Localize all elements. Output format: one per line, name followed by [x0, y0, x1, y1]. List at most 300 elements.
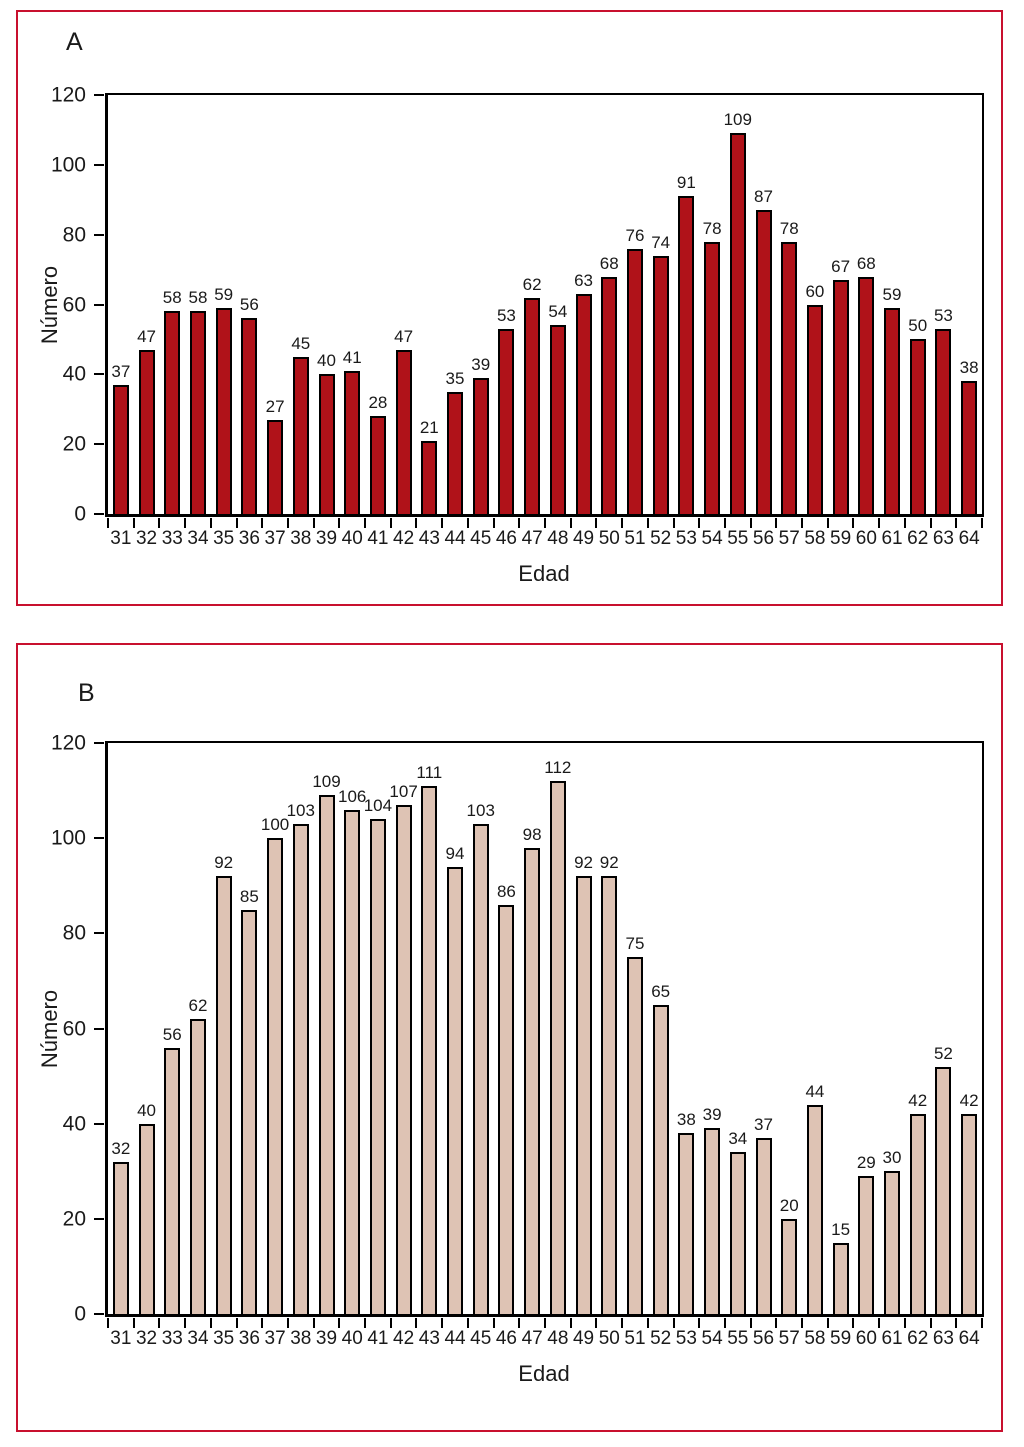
bar-value-label: 85: [239, 886, 259, 906]
x-axis-tick: [801, 1318, 803, 1328]
x-axis-tick: [570, 518, 572, 528]
x-axis-tick: [750, 518, 752, 528]
y-tick-label: 20: [62, 1207, 86, 1231]
x-tick-label: 35: [213, 1328, 235, 1349]
bar-value-label: 37: [111, 361, 131, 381]
bar-value-label: 68: [599, 253, 619, 273]
bar-value-label: 15: [831, 1219, 851, 1239]
bar-value-label: 44: [805, 1081, 825, 1101]
x-axis-tick: [647, 518, 649, 528]
x-axis-tick: [775, 518, 777, 528]
bar-value-label: 35: [445, 368, 465, 388]
bar-value-label: 40: [317, 351, 336, 371]
y-tick-label: 100: [50, 153, 86, 177]
x-tick-label: 37: [264, 1328, 286, 1349]
bar-value-label: 94: [445, 843, 465, 863]
x-axis-tick: [313, 1318, 315, 1328]
bar: [704, 242, 720, 514]
bar: [190, 1019, 206, 1314]
bar: [627, 957, 643, 1314]
x-tick-label: 33: [161, 528, 183, 549]
bar-value-label: 65: [651, 981, 671, 1001]
bar: [473, 824, 489, 1314]
y-axis-tick: [94, 304, 104, 306]
x-axis-tick: [493, 518, 495, 528]
bar: [730, 1152, 746, 1314]
bar: [858, 277, 874, 514]
bar-value-label: 59: [882, 285, 902, 304]
x-axis-tick: [390, 1318, 392, 1328]
x-axis-tick: [338, 1318, 340, 1328]
bar-value-label: 92: [599, 853, 619, 873]
x-tick-label: 34: [187, 528, 209, 549]
bar-value-label: 38: [676, 1110, 696, 1130]
x-tick-label: 56: [752, 528, 775, 549]
x-axis-tick: [801, 518, 803, 528]
x-axis-tick: [364, 1318, 366, 1328]
x-axis-tick: [184, 1318, 186, 1328]
y-axis-title: Número: [37, 989, 62, 1069]
x-tick-label: 33: [161, 1328, 183, 1349]
bar: [447, 392, 463, 514]
bar-value-label: 86: [496, 881, 516, 901]
x-axis-tick: [107, 1318, 109, 1328]
bar: [756, 210, 772, 514]
y-tick-label: 60: [62, 293, 86, 316]
x-axis-tick: [467, 518, 469, 528]
x-tick-label: 31: [110, 528, 132, 549]
bar: [473, 378, 489, 514]
y-axis-tick: [94, 94, 104, 96]
bar-value-label: 47: [137, 326, 157, 346]
x-tick-label: 47: [521, 528, 543, 549]
bar: [524, 848, 540, 1314]
x-tick-label: 54: [701, 528, 723, 549]
bar-value-label: 54: [548, 302, 568, 322]
x-tick-label: 54: [701, 1328, 723, 1349]
bar: [139, 1124, 155, 1314]
bar: [241, 910, 257, 1314]
x-tick-label: 46: [495, 1328, 517, 1349]
x-axis-tick: [364, 518, 366, 528]
x-axis-tick: [158, 1318, 160, 1328]
x-axis-tick: [518, 518, 520, 528]
x-tick-label: 62: [907, 528, 929, 549]
x-tick-label: 31: [110, 1328, 132, 1349]
x-axis-tick: [673, 1318, 675, 1328]
bar: [113, 1162, 129, 1314]
x-tick-label: 57: [778, 1328, 800, 1349]
x-tick-label: 39: [315, 1328, 338, 1349]
y-axis-tick: [94, 513, 104, 515]
bar: [884, 308, 900, 514]
x-axis-tick: [930, 518, 932, 528]
bar: [370, 819, 386, 1314]
bar-value-label: 28: [368, 393, 388, 413]
x-axis-tick: [878, 518, 880, 528]
bar-value-label: 38: [959, 358, 979, 378]
plot-area-a: [50, 83, 984, 549]
bar-value-label: 42: [908, 1091, 928, 1111]
bar: [319, 374, 335, 514]
bar-value-label: 32: [111, 1138, 131, 1158]
x-axis-tick: [415, 1318, 417, 1328]
y-tick-label: 40: [62, 362, 86, 386]
y-axis-tick: [94, 373, 104, 375]
y-tick-label: 0: [74, 502, 86, 526]
bar-value-label: 76: [625, 225, 645, 245]
x-axis-tick: [415, 518, 417, 528]
y-axis-tick: [94, 1028, 104, 1030]
bar-value-label: 109: [312, 772, 341, 792]
x-axis-tick: [724, 518, 726, 528]
chart-panel-a: [16, 10, 1003, 606]
x-tick-label: 38: [290, 1328, 312, 1349]
bar: [344, 371, 360, 514]
x-tick-label: 63: [932, 528, 954, 549]
x-tick-label: 58: [804, 1328, 826, 1349]
bar: [421, 441, 437, 514]
bar: [216, 308, 232, 514]
x-tick-label: 41: [367, 528, 389, 549]
x-tick-label: 40: [341, 1328, 363, 1349]
bar-value-label: 107: [389, 781, 418, 801]
x-axis-tick: [595, 1318, 597, 1328]
x-tick-label: 32: [135, 528, 158, 549]
bar: [267, 838, 283, 1314]
bar: [293, 824, 309, 1314]
bar-value-label: 103: [286, 800, 315, 820]
bar-value-label: 47: [394, 326, 414, 346]
bar-value-label: 78: [702, 218, 722, 238]
bar: [884, 1171, 900, 1314]
x-axis-tick: [493, 1318, 495, 1328]
bar-value-label: 20: [779, 1195, 799, 1215]
x-tick-label: 64: [958, 1328, 980, 1349]
bar-value-label: 112: [544, 758, 572, 778]
x-tick-label: 32: [135, 1328, 158, 1349]
y-tick-label: 120: [50, 731, 86, 755]
x-axis-tick: [621, 1318, 623, 1328]
y-tick-label: 20: [62, 432, 86, 456]
x-tick-label: 49: [572, 1328, 595, 1349]
bar-value-label: 59: [214, 285, 234, 304]
bar-value-label: 62: [188, 995, 208, 1015]
x-tick-label: 53: [675, 1328, 697, 1349]
x-axis-tick: [338, 518, 340, 528]
x-tick-label: 48: [547, 1328, 569, 1349]
y-axis-tick: [94, 1313, 104, 1315]
x-axis-tick: [621, 518, 623, 528]
x-tick-label: 42: [393, 1328, 415, 1349]
bar-value-label: 58: [162, 288, 182, 308]
bar: [704, 1128, 720, 1314]
bar: [910, 339, 926, 514]
bar: [807, 305, 823, 515]
bar-value-label: 98: [522, 824, 542, 844]
y-axis-tick: [94, 1123, 104, 1125]
x-axis-tick: [390, 518, 392, 528]
bar-value-label: 45: [291, 333, 311, 353]
bar: [627, 249, 643, 514]
x-tick-label: 53: [675, 528, 697, 549]
bar: [139, 350, 155, 514]
x-tick-label: 52: [650, 528, 672, 549]
x-axis-tick: [133, 518, 135, 528]
panel-label-a: A: [66, 28, 83, 56]
bar: [961, 1114, 977, 1314]
x-tick-label: 46: [495, 528, 517, 549]
x-axis-tick: [595, 518, 597, 528]
x-tick-label: 41: [367, 1328, 389, 1349]
bar: [678, 196, 694, 514]
bar-value-label: 56: [162, 1024, 182, 1044]
bar-value-label: 34: [728, 1129, 748, 1149]
x-axis-tick: [647, 1318, 649, 1328]
bar: [164, 1048, 180, 1314]
y-tick-label: 80: [62, 223, 86, 247]
bar: [961, 381, 977, 514]
bar-value-label: 37: [754, 1114, 773, 1134]
x-tick-label: 55: [727, 1328, 749, 1349]
x-tick-label: 40: [341, 528, 363, 549]
x-axis-tick: [955, 518, 957, 528]
x-axis-tick: [981, 1318, 983, 1328]
bar: [858, 1176, 874, 1314]
bar: [498, 905, 514, 1314]
bar: [319, 795, 335, 1314]
x-axis-tick: [852, 518, 854, 528]
y-tick-label: 100: [50, 826, 86, 850]
x-tick-label: 48: [547, 528, 569, 549]
bar: [550, 781, 566, 1314]
bar: [164, 311, 180, 514]
y-axis-tick: [94, 164, 104, 166]
bar: [370, 416, 386, 514]
x-axis-tick: [878, 1318, 880, 1328]
x-axis-tick: [827, 518, 829, 528]
plot-area-b: [50, 731, 984, 1349]
bar-value-label: 29: [856, 1153, 876, 1173]
x-axis-tick: [441, 518, 443, 528]
bar-value-label: 67: [831, 257, 851, 277]
x-tick-label: 35: [213, 528, 235, 549]
x-tick-label: 37: [264, 528, 286, 549]
x-tick-label: 59: [830, 1328, 852, 1349]
bar-value-label: 21: [419, 417, 439, 437]
x-tick-label: 51: [624, 528, 646, 549]
x-tick-label: 36: [238, 528, 260, 549]
x-tick-label: 45: [470, 528, 492, 549]
y-axis-tick: [94, 932, 104, 934]
bar-value-label: 75: [625, 934, 645, 954]
x-axis-tick: [775, 1318, 777, 1328]
x-axis-tick: [261, 1318, 263, 1328]
x-tick-label: 50: [598, 528, 620, 549]
bar: [807, 1105, 823, 1314]
bar-value-label: 30: [882, 1148, 902, 1168]
bar: [833, 1243, 849, 1314]
bar: [344, 810, 360, 1314]
x-axis-tick: [544, 518, 546, 528]
x-axis-tick: [981, 518, 983, 528]
bar-value-label: 68: [856, 253, 876, 273]
y-axis-tick: [94, 1218, 104, 1220]
bar-value-label: 50: [908, 316, 928, 336]
x-axis-tick: [261, 518, 263, 528]
x-axis-tick: [904, 518, 906, 528]
bar: [678, 1133, 694, 1314]
y-axis-tick: [94, 234, 104, 236]
bar-value-label: 41: [342, 347, 362, 367]
bar-value-label: 92: [214, 853, 234, 873]
x-axis-tick: [210, 1318, 212, 1328]
bar-value-label: 87: [754, 187, 773, 207]
bar-value-label: 53: [496, 305, 516, 325]
bar-value-label: 53: [933, 305, 953, 325]
bar-value-label: 40: [137, 1100, 157, 1120]
bar: [781, 242, 797, 514]
bar: [447, 867, 463, 1314]
x-tick-label: 43: [418, 1328, 440, 1349]
bar: [833, 280, 849, 514]
x-axis-tick: [210, 518, 212, 528]
bar: [396, 350, 412, 514]
x-axis-tick: [570, 1318, 572, 1328]
bar-value-label: 52: [933, 1043, 953, 1063]
x-axis-tick: [313, 518, 315, 528]
x-axis-tick: [158, 518, 160, 528]
bar: [216, 876, 232, 1314]
x-tick-label: 59: [830, 528, 852, 549]
x-tick-label: 57: [778, 528, 800, 549]
x-axis-tick: [236, 1318, 238, 1328]
bar: [293, 357, 309, 514]
bar-value-label: 39: [702, 1105, 722, 1125]
bar: [935, 1067, 951, 1314]
bar-value-label: 74: [651, 232, 671, 252]
x-tick-label: 51: [624, 1328, 646, 1349]
panel-label-b: B: [78, 679, 95, 707]
bar: [396, 805, 412, 1314]
bar-value-label: 100: [260, 815, 290, 835]
x-tick-label: 39: [315, 528, 338, 549]
bar: [524, 298, 540, 514]
bar: [653, 256, 669, 514]
x-axis-title: Edad: [518, 561, 570, 586]
chart-panel-b: [16, 643, 1003, 1432]
y-tick-label: 40: [62, 1112, 86, 1136]
x-tick-label: 47: [521, 1328, 543, 1349]
y-axis-tick: [94, 837, 104, 839]
bar: [653, 1005, 669, 1314]
x-tick-label: 55: [727, 528, 749, 549]
x-axis-tick: [467, 1318, 469, 1328]
bar-value-label: 103: [466, 800, 495, 820]
x-axis-tick: [673, 518, 675, 528]
x-tick-label: 60: [855, 528, 877, 549]
bar-value-label: 78: [779, 218, 799, 238]
x-axis-tick: [287, 518, 289, 528]
y-tick-label: 120: [50, 83, 86, 107]
x-axis-tick: [698, 1318, 700, 1328]
y-axis-title: Número: [37, 265, 62, 345]
x-tick-label: 43: [418, 528, 440, 549]
x-tick-label: 61: [881, 1328, 903, 1349]
x-axis-tick: [827, 1318, 829, 1328]
x-tick-label: 58: [804, 528, 826, 549]
x-axis-tick: [518, 1318, 520, 1328]
x-tick-label: 49: [572, 528, 595, 549]
x-axis-title: Edad: [518, 1361, 570, 1386]
x-tick-label: 63: [932, 1328, 954, 1349]
x-axis-tick: [441, 1318, 443, 1328]
bar-value-label: 111: [416, 762, 443, 782]
y-tick-label: 0: [74, 1302, 86, 1326]
x-tick-label: 62: [907, 1328, 929, 1349]
y-axis-tick: [94, 742, 104, 744]
y-tick-label: 60: [62, 1017, 86, 1040]
x-axis-tick: [133, 1318, 135, 1328]
x-axis-tick: [852, 1318, 854, 1328]
bar-value-label: 62: [522, 274, 542, 294]
x-tick-label: 44: [444, 1328, 466, 1349]
x-tick-label: 44: [444, 528, 466, 549]
x-tick-label: 60: [855, 1328, 877, 1349]
bar-value-label: 27: [265, 396, 285, 416]
bar-value-label: 39: [471, 354, 491, 374]
x-axis-tick: [750, 1318, 752, 1328]
bar: [421, 786, 437, 1314]
x-axis-tick: [184, 518, 186, 528]
y-axis-tick: [94, 443, 104, 445]
bar: [267, 420, 283, 514]
x-tick-label: 61: [881, 528, 903, 549]
bar-value-label: 63: [574, 271, 594, 291]
bar-value-label: 92: [574, 853, 594, 873]
x-axis-tick: [544, 1318, 546, 1328]
bar: [576, 294, 592, 514]
bar: [601, 876, 617, 1314]
x-axis-tick: [904, 1318, 906, 1328]
bar: [190, 311, 206, 514]
bar: [241, 318, 257, 514]
x-axis-tick: [955, 1318, 957, 1328]
x-axis-tick: [724, 1318, 726, 1328]
bar: [756, 1138, 772, 1314]
bar-value-label: 42: [959, 1091, 979, 1111]
bar: [781, 1219, 797, 1314]
bar-value-label: 106: [338, 786, 367, 806]
bar: [935, 329, 951, 514]
x-tick-label: 64: [958, 528, 980, 549]
x-tick-label: 36: [238, 1328, 260, 1349]
bar: [576, 876, 592, 1314]
x-tick-label: 52: [650, 1328, 672, 1349]
bar-value-label: 109: [723, 110, 752, 130]
bar: [498, 329, 514, 514]
y-tick-label: 80: [62, 921, 86, 945]
x-tick-label: 34: [187, 1328, 209, 1349]
x-tick-label: 38: [290, 528, 312, 549]
x-tick-label: 42: [393, 528, 415, 549]
bar: [730, 133, 746, 514]
x-axis-tick: [236, 518, 238, 528]
bar: [550, 325, 566, 514]
x-axis-tick: [287, 1318, 289, 1328]
x-tick-label: 56: [752, 1328, 775, 1349]
bar-value-label: 60: [805, 281, 825, 301]
